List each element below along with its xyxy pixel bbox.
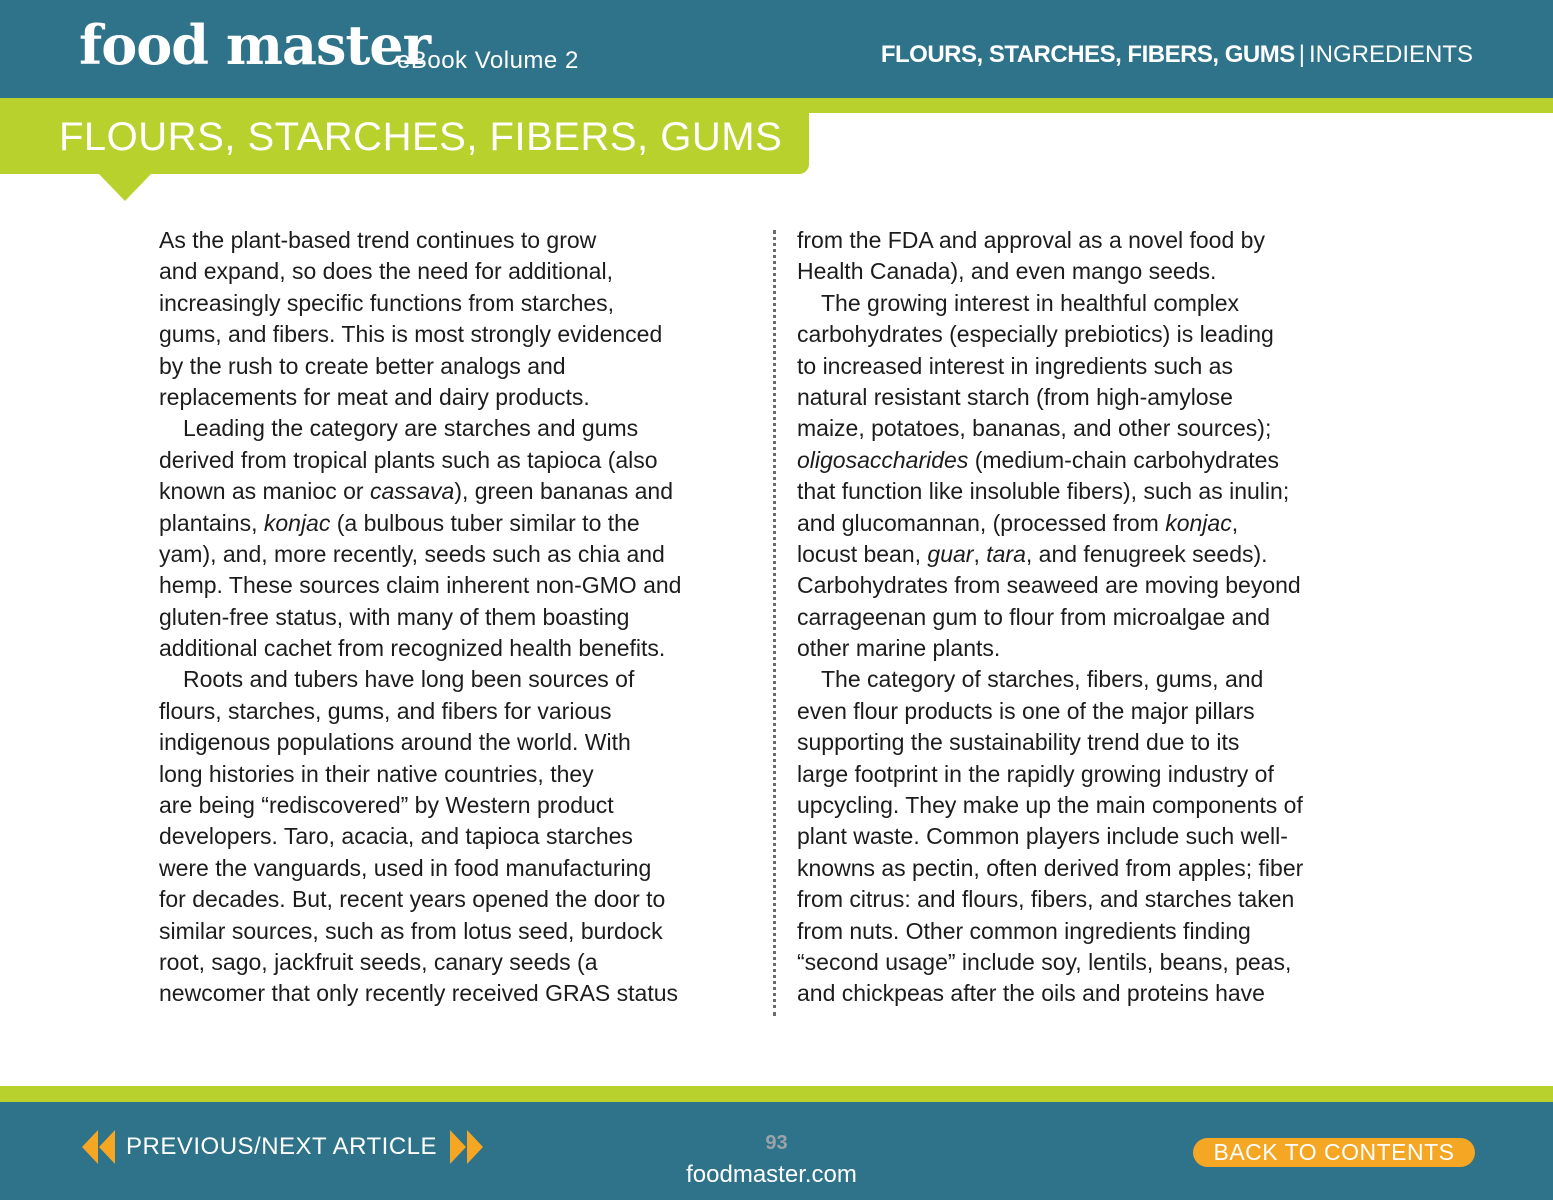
article-column-left: [159, 225, 759, 1010]
text-line: plant waste. Common players include such well-: [797, 823, 1288, 850]
text-line: from the FDA and approval as a novel food by: [797, 227, 1265, 253]
text-line: oligosaccharides (medium-chain carbohydrates: [797, 446, 1279, 473]
breadcrumb-separator: |: [1298, 41, 1305, 68]
column-divider: [773, 230, 776, 1016]
text-line: derived from tropical plants such as tapioca (also: [159, 446, 658, 473]
text-line: newcomer that only recently received GRAS status: [159, 980, 679, 1007]
text-line: even flour products is one of the major pillars: [797, 697, 1255, 724]
header-bar: [0, 0, 1553, 98]
back-to-contents-button[interactable]: BACK TO CONTENTS: [1193, 1138, 1475, 1167]
text-line: flours, starches, gums, and fibers for various: [159, 697, 612, 724]
text-line: and expand, so does the need for additional,: [159, 258, 613, 285]
text-line: knowns as pectin, often derived from apples; fiber: [797, 854, 1304, 881]
previous-next-article-label[interactable]: PREVIOUS/NEXT ARTICLE: [126, 1133, 438, 1160]
breadcrumb-section: FLOURS, STARCHES, FIBERS, GUMS: [880, 41, 1295, 68]
text-line: Health Canada), and even mango seeds.: [797, 258, 1217, 285]
text-line: Roots and tubers have long been sources of: [183, 666, 635, 693]
text-line: The growing interest in healthful complex: [821, 289, 1240, 316]
text-line: were the vanguards, used in food manufacturing: [159, 854, 652, 881]
text-line: locust bean, guar, tara, and fenugreek seeds).: [797, 540, 1268, 567]
text-line: and glucomannan, (processed from konjac,: [797, 509, 1239, 536]
text-line: carbohydrates (especially prebiotics) is leading: [797, 321, 1274, 348]
page-number: 93: [765, 1132, 788, 1154]
footer-accent-stripe: [0, 1086, 1553, 1102]
text-line: As the plant-based trend continues to grow: [159, 227, 597, 253]
text-line: from nuts. Other common ingredients finding: [797, 917, 1251, 944]
text-line: Carbohydrates from seaweed are moving beyond: [797, 572, 1301, 599]
text-line: maize, potatoes, bananas, and other sources);: [797, 415, 1272, 442]
text-line: supporting the sustainability trend due to its: [797, 729, 1240, 756]
article-column-right: [797, 225, 1397, 1010]
ebook-volume-label: eBook Volume 2: [397, 47, 579, 74]
text-line: developers. Taro, acacia, and tapioca starches: [159, 823, 633, 850]
text-line: replacements for meat and dairy products.: [159, 383, 590, 410]
breadcrumb-category: INGREDIENTS: [1308, 41, 1473, 68]
text-line: The category of starches, fibers, gums, and: [821, 666, 1264, 693]
text-line: yam), and, more recently, seeds such as chia and: [159, 540, 665, 567]
text-line: are being “rediscovered” by Western product: [159, 792, 614, 819]
text-line: large footprint in the rapidly growing industry of: [797, 760, 1274, 787]
text-line: plantains, konjac (a bulbous tuber similar to the: [159, 509, 640, 536]
title-banner-pointer: [99, 174, 151, 201]
text-line: root, sago, jackfruit seeds, canary seeds (a: [159, 948, 598, 975]
text-line: carrageenan gum to flour from microalgae and: [797, 603, 1271, 630]
section-breadcrumb: [881, 40, 1473, 70]
text-line: by the rush to create better analogs and: [159, 352, 566, 379]
text-line: for decades. But, recent years opened the door to: [159, 886, 666, 913]
text-line: additional cachet from recognized health benefits.: [159, 635, 666, 662]
text-line: gluten-free status, with many of them boasting: [159, 603, 630, 630]
brand-logo: food master: [79, 13, 431, 77]
text-line: to increased interest in ingredients such as: [797, 352, 1233, 379]
text-line: and chickpeas after the oils and proteins have: [797, 980, 1265, 1007]
text-line: long histories in their native countries, they: [159, 760, 594, 787]
website-link[interactable]: foodmaster.com: [686, 1161, 857, 1188]
text-line: similar sources, such as from lotus seed, burdock: [159, 917, 663, 944]
article-title: FLOURS, STARCHES, FIBERS, GUMS: [59, 115, 783, 159]
text-line: that function like insoluble fibers), such as inulin;: [797, 478, 1290, 505]
text-line: hemp. These sources claim inherent non-GMO and: [159, 572, 682, 599]
text-line: from citrus: and flours, fibers, and starches taken: [797, 886, 1295, 913]
text-line: natural resistant starch (from high-amylose: [797, 383, 1233, 410]
text-line: “second usage” include soy, lentils, beans, peas,: [797, 948, 1292, 975]
text-line: indigenous populations around the world. With: [159, 729, 631, 756]
text-line: increasingly specific functions from starches,: [159, 289, 615, 316]
text-line: gums, and fibers. This is most strongly evidenced: [159, 321, 663, 348]
text-line: Leading the category are starches and gums: [183, 415, 639, 442]
text-line: upcycling. They make up the main components of: [797, 792, 1303, 819]
text-line: known as manioc or cassava), green bananas and: [159, 478, 673, 505]
text-line: other marine plants.: [797, 635, 1001, 662]
